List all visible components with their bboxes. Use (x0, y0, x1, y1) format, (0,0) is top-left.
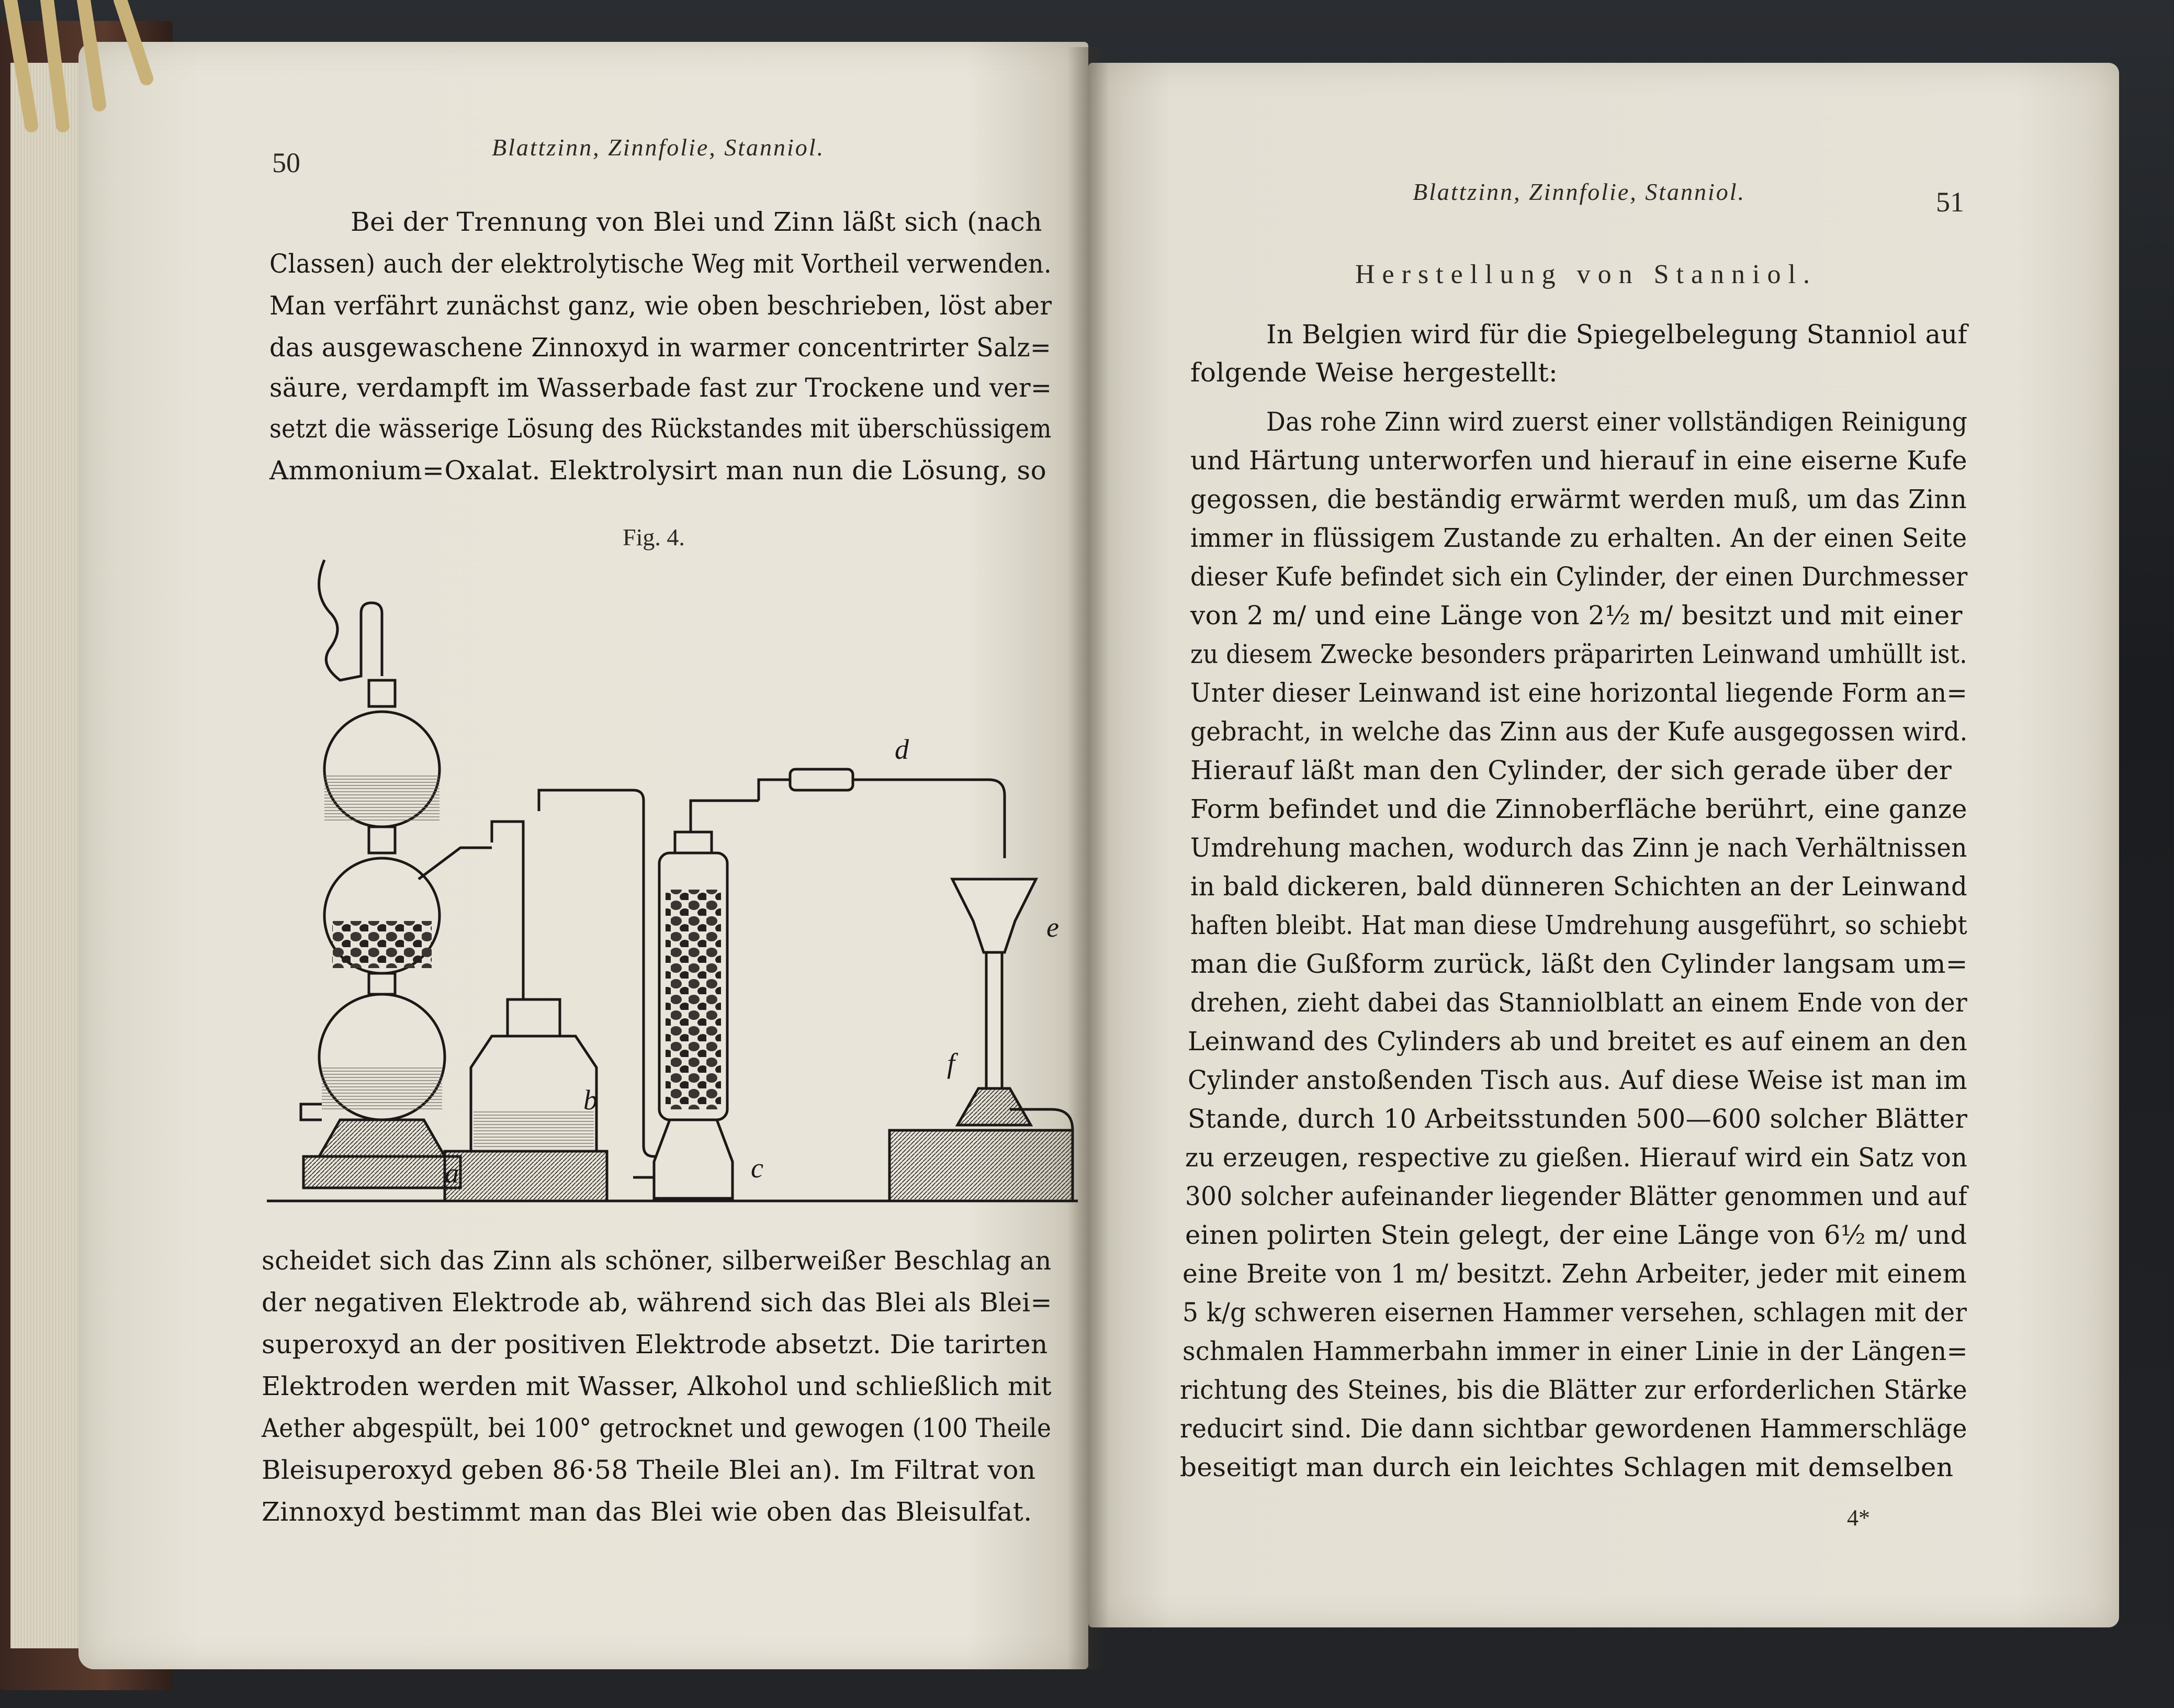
figure-apparatus (262, 555, 1078, 1219)
page-number-right: 51 (1936, 186, 1964, 218)
apparatus-b (445, 999, 607, 1201)
text-line: man die Gußform zurück, läßt den Cylinder langsam um= (1190, 949, 1968, 979)
text-line: drehen, zieht dabei das Stanniolblatt an einem Ende von der (1190, 987, 1968, 1018)
figure-label-c: c (751, 1152, 763, 1184)
text-line: zu erzeugen, respective zu gießen. Hierauf wird ein Satz von (1185, 1142, 1968, 1173)
text-line: und Härtung unterworfen und hierauf in eine eiserne Kufe (1190, 445, 1967, 476)
text-line: reducirt sind. Die dann sichtbar gewordenen Hammerschläge (1180, 1413, 1967, 1444)
figure-label-e: e (1046, 912, 1059, 943)
text-line: säure, verdampft im Wasserbade fast zur Trockene und ver= (269, 373, 1052, 403)
text-line: Ammonium=Oxalat. Elektrolysirt man nun die Lösung, so (269, 455, 1047, 486)
text-line: In Belgien wird für die Spiegelbelegung Stanniol auf (1266, 319, 1968, 350)
text-line: richtung des Steines, bis die Blätter zur erforderlichen Stärke (1180, 1375, 1968, 1405)
text-line: haften bleibt. Hat man diese Umdrehung ausgeführt, so schiebt (1190, 910, 1967, 940)
text-line: Classen) auch der elektrolytische Weg mit Vortheil verwenden. (269, 249, 1052, 279)
text-line: der negativen Elektrode ab, während sich das Blei als Blei= (262, 1287, 1052, 1318)
text-line: in bald dickeren, bald dünneren Schichten an der Leinwand (1190, 871, 1968, 902)
text-line: zu diesem Zwecke besonders präparirten Leinwand umhüllt ist. (1190, 639, 1968, 669)
text-line: von 2 m/ und eine Länge von 2½ m/ besitzt und mit einer (1190, 600, 1963, 631)
running-head-left: Blattzinn, Zinnfolie, Stanniol. (492, 134, 825, 161)
text-line: einen polirten Stein gelegt, der eine Länge von 6½ m/ und (1185, 1220, 1967, 1250)
figure-label-b: b (583, 1084, 598, 1116)
text-line: Man verfährt zunächst ganz, wie oben beschrieben, löst aber (269, 290, 1052, 321)
text-line: Zinnoxyd bestimmt man das Blei wie oben das Bleisulfat. (262, 1497, 1032, 1527)
figure-label-f: f (947, 1048, 955, 1079)
text-line: schmalen Hammerbahn immer in einer Linie in der Längen= (1182, 1336, 1968, 1366)
fork-icon (0, 0, 167, 147)
text-line: superoxyd an der positiven Elektrode absetzt. Die tarirten (262, 1329, 1048, 1359)
text-line: Elektroden werden mit Wasser, Alkohol und schließlich mit (262, 1371, 1052, 1401)
text-line: Bei der Trennung von Blei und Zinn läßt sich (nach (351, 207, 1042, 237)
text-line: Umdrehung machen, wodurch das Zinn je nach Verhältnissen (1190, 833, 1967, 863)
text-line: Das rohe Zinn wird zuerst einer vollständigen Reinigung (1266, 407, 1968, 437)
text-line: dieser Kufe befindet sich ein Cylinder, der einen Durchmesser (1190, 561, 1968, 592)
figure-caption: Fig. 4. (623, 524, 685, 550)
apparatus-a (301, 560, 492, 1188)
section-heading: Herstellung von Stanniol. (1355, 260, 1817, 289)
figure-label-a: a (445, 1158, 459, 1189)
text-line: 5 k/g schweren eisernen Hammer versehen, schlagen mit der (1182, 1297, 1967, 1328)
text-line: Form befindet und die Zinnoberfläche berührt, eine ganze (1190, 794, 1967, 824)
text-line: Hierauf läßt man den Cylinder, der sich gerade über der (1190, 755, 1952, 785)
text-line: folgende Weise hergestellt: (1190, 357, 1558, 388)
text-line: beseitigt man durch ein leichtes Schlagen mit demselben (1180, 1452, 1954, 1482)
text-line: Stande, durch 10 Arbeitsstunden 500—600 solcher Blätter (1188, 1104, 1968, 1134)
signature-mark: 4* (1847, 1505, 1870, 1531)
text-line: setzt die wässerige Lösung des Rückstandes mit überschüssigem (269, 413, 1052, 444)
text-line: das ausgewaschene Zinnoxyd in warmer concentrirter Salz= (269, 332, 1052, 363)
text-line: scheidet sich das Zinn als schöner, silberweißer Beschlag an (262, 1245, 1052, 1276)
page-number-left: 50 (272, 147, 300, 178)
running-head-right: Blattzinn, Zinnfolie, Stanniol. (1413, 178, 1746, 205)
text-line: Cylinder anstoßenden Tisch aus. Auf diese Weise ist man im (1188, 1065, 1967, 1095)
text-line: gegossen, die beständig erwärmt werden muß, um das Zinn (1190, 484, 1967, 514)
text-line: gebracht, in welche das Zinn aus der Kufe ausgegossen wird. (1190, 716, 1968, 747)
text-line: immer in flüssigem Zustande zu erhalten. An der einen Seite (1190, 523, 1967, 553)
apparatus-e-f (889, 879, 1073, 1201)
text-line: eine Breite von 1 m/ besitzt. Zehn Arbeiter, jeder mit einem (1182, 1258, 1967, 1289)
text-line: 300 solcher aufeinander liegender Blätter genommen und auf (1185, 1181, 1968, 1211)
text-line: Bleisuperoxyd geben 86·58 Theile Blei an). Im Filtrat von (262, 1455, 1036, 1485)
apparatus-c (633, 801, 759, 1198)
text-line: Unter dieser Leinwand ist eine horizontal liegende Form an= (1190, 678, 1968, 708)
text-line: Aether abgespült, bei 100° getrocknet und gewogen (100 Theile (262, 1413, 1052, 1443)
text-line: Leinwand des Cylinders ab und breitet es auf einem an den (1188, 1026, 1967, 1057)
figure-label-d: d (895, 734, 909, 765)
